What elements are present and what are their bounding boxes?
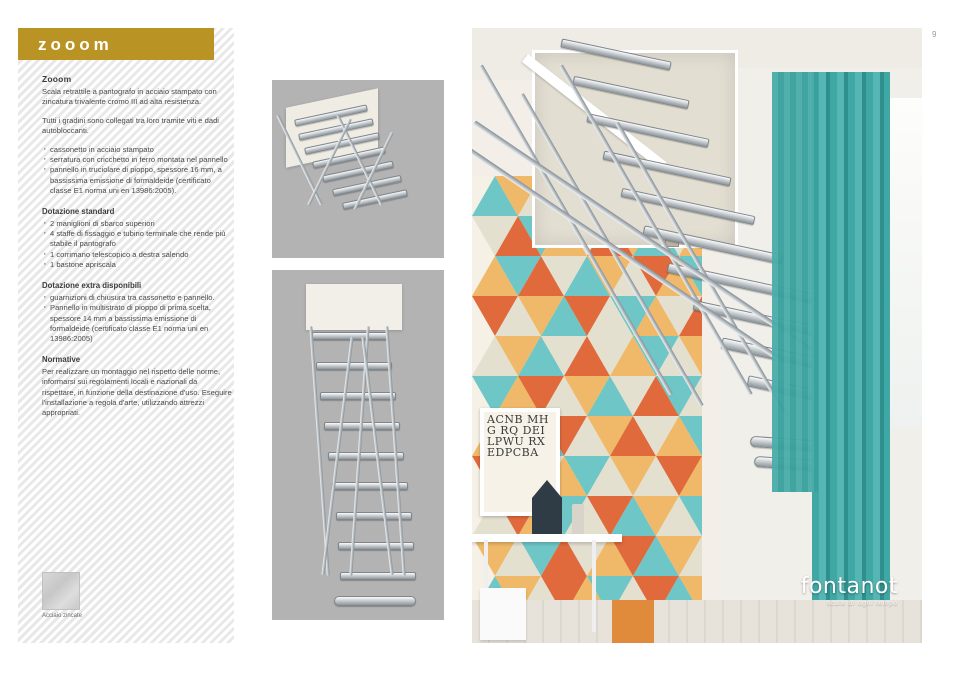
- product-title: Zooom: [42, 74, 72, 84]
- material-swatch-block: [42, 572, 102, 619]
- scissor-ladder-2: [308, 326, 418, 606]
- hero-room-photo: [472, 28, 922, 643]
- product-photo-2: [272, 270, 444, 620]
- feature-list: [42, 145, 232, 197]
- list-item: · Pannello in multistrato di pioppo di prima scelta, spessore 14 mm a bassissima emissione di formaldeide (certificato classe E1 norma uni en 13986:2005): [42, 303, 232, 345]
- intro-paragraph-1: Scala retrattile a pantografo in acciaio stampato con zincatura trivalente cromo III ad alta resistenza.: [42, 87, 217, 107]
- list-item: · 2 maniglioni di sbarco superiori: [42, 219, 232, 229]
- product-description-block: [42, 74, 232, 427]
- fontanot-logo: [801, 574, 898, 607]
- regulations-text: Per realizzare un montaggio nel rispetto delle norme, informarsi sui regolamenti locali e nazionali da rispettare, in funzione della destinazione d'uso. Eseguire l'installazione a regola d'arte, utilizzando attrezzi appropriati.: [42, 366, 232, 418]
- ladder-foot-bar: [334, 596, 416, 606]
- list-item: · 1 bastone apriscala: [42, 260, 232, 270]
- house-ornament: [532, 498, 562, 538]
- desk-top: [472, 534, 622, 542]
- list-item: · guarnizioni di chiusura tra cassonetto e pannello.: [42, 293, 232, 303]
- standard-equipment-title: Dotazione standard: [42, 206, 115, 216]
- curtain-left: [772, 72, 818, 492]
- wall-triangle: [679, 536, 702, 576]
- extra-equipment-section: [42, 281, 232, 345]
- material-swatch: [42, 572, 80, 610]
- house-ornament-roof: [532, 480, 562, 498]
- bottle-ornament: [572, 504, 584, 536]
- ladder-rung: [316, 362, 392, 370]
- page-number: 9: [932, 30, 937, 39]
- material-swatch-label: Acciaio zincate: [42, 613, 83, 619]
- product-photo-1: [272, 80, 444, 258]
- ladder-housing-box: [306, 284, 402, 330]
- regulations-title: Normative: [42, 354, 81, 364]
- regulations-section: [42, 355, 232, 419]
- wall-triangle: [679, 496, 702, 536]
- list-item: · serratura con cricchetto in ferro montata nel pannello: [42, 155, 232, 165]
- orange-stool: [612, 600, 654, 643]
- extra-equipment-list: [42, 293, 232, 345]
- logo-tagline: scale di ogni tempo: [826, 600, 898, 607]
- list-item: · pannello in truciolare di pioppo, spessore 16 mm, a bassissima emissione di formaldeide (certificato classe E1 norma uni en 13986:2005).: [42, 165, 232, 196]
- ladder-strut: [615, 122, 788, 418]
- standard-equipment-list: [42, 219, 232, 271]
- poster-letters: ACNB MHG RQ DEILPWU RXEDPCBA: [487, 413, 549, 459]
- extra-equipment-title: Dotazione extra disponibili: [42, 280, 142, 290]
- ladder-rung: [320, 392, 396, 400]
- list-item: · 4 staffe di fissaggio e tubino terminale che rende più stabile il pantografo: [42, 229, 232, 250]
- ladder-rung: [572, 76, 689, 109]
- logo-name: fontanot: [800, 574, 898, 599]
- curtain-right: [812, 72, 890, 632]
- scissor-ladder-1: [288, 104, 408, 224]
- standard-equipment-section: [42, 207, 232, 271]
- intro-paragraph-2: Tutti i gradini sono collegati tra loro tramite viti e dadi autobloccanti.: [42, 115, 219, 136]
- list-item: · 1 corrimano telescopico a destra salendo: [42, 250, 232, 260]
- ladder-rung: [560, 38, 671, 70]
- ladder-rung: [328, 452, 404, 460]
- list-item: · cassonetto in acciaio stampato: [42, 145, 232, 155]
- desk-leg: [592, 540, 596, 632]
- white-stool: [480, 588, 526, 640]
- brand-header-bar: [18, 28, 214, 60]
- brand-name: zooom: [38, 35, 113, 54]
